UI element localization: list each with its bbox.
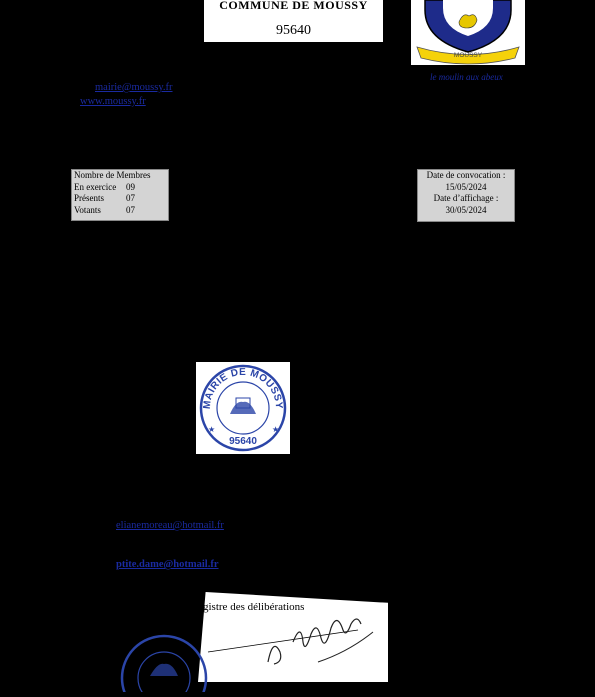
members-row-label: Présents xyxy=(74,193,104,203)
affichage-label: Date d’affichage : xyxy=(433,193,499,203)
crest-banner-text: MOUSSY xyxy=(453,52,483,59)
email-link-b[interactable]: ptite.dame@hotmail.fr xyxy=(116,559,219,570)
members-row-label: Votants xyxy=(74,204,101,215)
dates-box xyxy=(417,169,515,222)
svg-text:★: ★ xyxy=(272,425,280,434)
members-row xyxy=(74,182,168,194)
members-title: Nombre de Membres xyxy=(74,170,151,180)
registre-text: gistre des délibérations xyxy=(203,601,305,613)
stamp-icon xyxy=(196,362,290,454)
commune-header xyxy=(204,0,383,42)
footer-stamp-icon xyxy=(118,632,210,692)
members-row xyxy=(74,205,168,217)
crest-icon xyxy=(411,0,525,65)
stamp-ring-text: MAIRIE DE MOUSSY xyxy=(201,366,285,410)
commune-name: COMMUNE DE MOUSSY xyxy=(219,0,368,12)
postal-code: 95640 xyxy=(276,23,311,38)
members-row-value: 09 xyxy=(126,181,135,192)
affichage-date: 30/05/2024 xyxy=(445,204,487,215)
members-row xyxy=(74,193,168,205)
members-row-label: En exercice xyxy=(74,181,117,192)
convocation-date: 15/05/2024 xyxy=(445,181,487,192)
mairie-stamp xyxy=(196,362,290,454)
svg-text:★: ★ xyxy=(208,425,216,434)
coat-of-arms xyxy=(411,0,525,65)
members-row-value: 07 xyxy=(126,204,135,215)
stamp-code: 95640 xyxy=(229,436,257,447)
footer-stamp xyxy=(118,632,210,692)
crest-motto: le moulin aux abeux xyxy=(430,72,503,82)
mairie-email-link[interactable]: mairie@moussy.fr xyxy=(95,82,173,93)
website-link[interactable]: www.moussy.fr xyxy=(80,96,146,107)
convocation-label: Date de convocation : xyxy=(426,170,506,180)
members-box xyxy=(71,169,169,221)
fa-text: Fa xyxy=(376,616,387,628)
email-link-a[interactable]: elianemoreau@hotmail.fr xyxy=(116,520,224,531)
members-row-value: 07 xyxy=(126,193,135,203)
